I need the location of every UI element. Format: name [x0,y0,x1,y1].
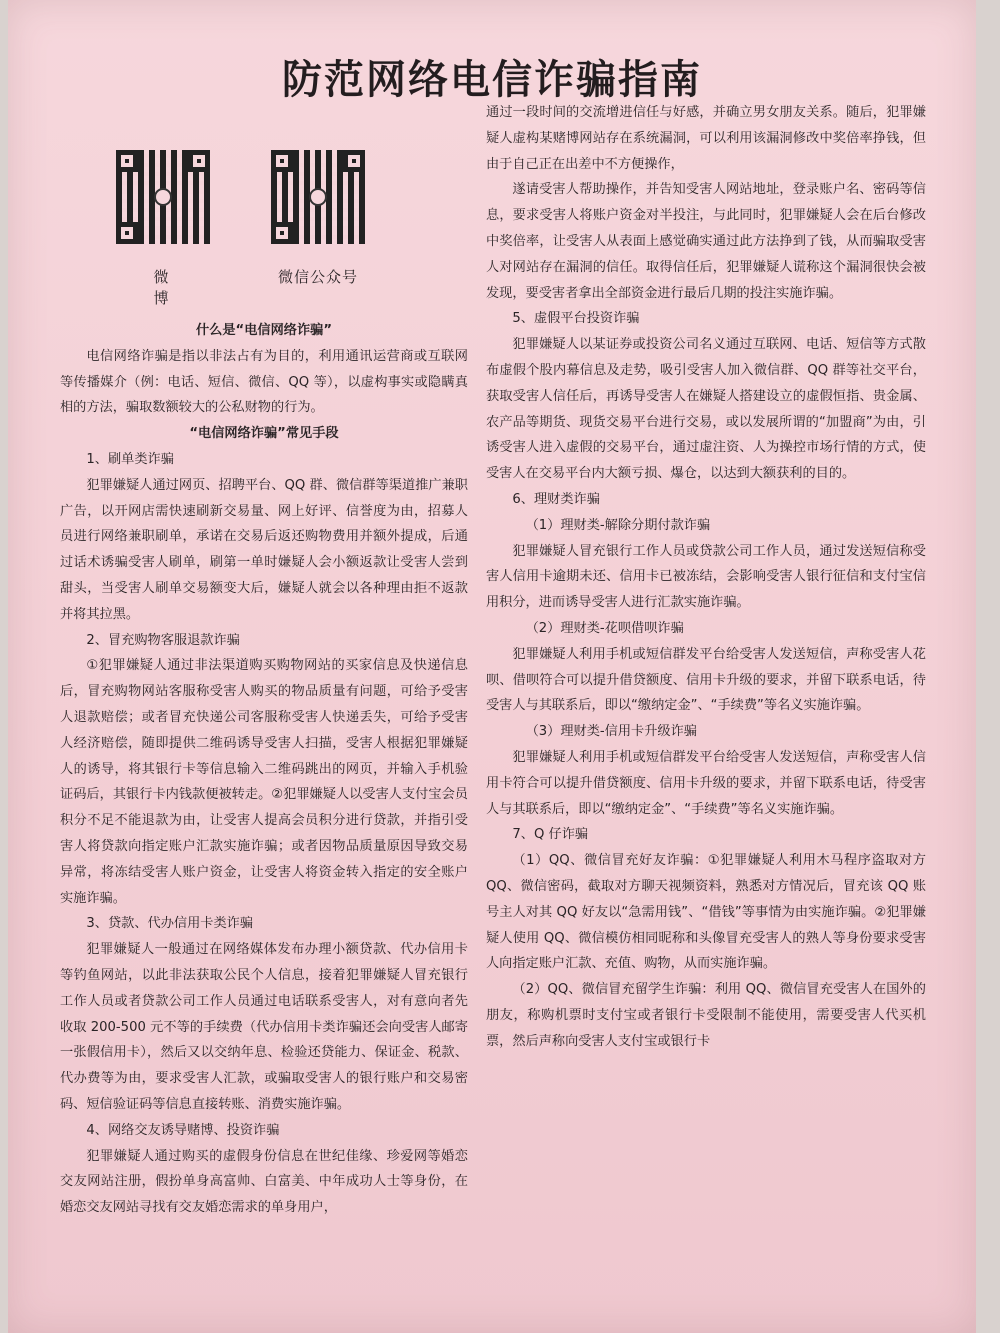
qr-label-weibo: 微 博 [153,268,220,307]
subsection-heading: 4、网络交友诱导赌博、投资诈骗 [86,1122,280,1138]
paragraph: （2）QQ、微信冒充留学生诈骗：利用 QQ、微信冒充受害人在国外的朋友，称购机票时支付宝或者银行卡受限制不能使用，需要受害人代买机票，然后声称向受害人支付宝或银行卡 [486,982,926,1049]
section-heading: “电信网络诈骗”常见手段 [189,426,339,442]
paragraph: 犯罪嫌疑人利用手机或短信群发平台给受害人发送短信，声称受害人花呗、借呗符合可以提升借贷额度、信用卡升级的要求，并留下联系电话，待受害人与其联系后，即以“缴纳定金”、“手续费”等名义实施诈骗。 [486,646,926,714]
paragraph: ①犯罪嫌疑人通过非法渠道购买购物网站的买家信息及快递信息后，冒充购物网站客服称受害人购买的物品质量有问题，可给予受害人退款赔偿；或者冒充快递公司客服称受害人快递丢失，可给予受害人经济赔偿，随即提供二维码诱导受害人扫描，受害人根据犯罪嫌疑人的诱导，将其银行卡等信息输入二维码跳出的网页，并输入手机验证码后，其银行卡内钱款便被转走。②犯罪嫌疑人以受害人支付宝会员积分不足不能退款为由，让受害人提高会员积分进行贷款，并指引受害人将贷款向指定账户汇款实施诈骗；或者因物品质量原因导致交易异常，将冻结受害人账户资金，让受害人将资金转入指定的安全账户实施诈骗。 [60,658,468,906]
subsection-heading: 1、刷单类诈骗 [86,451,174,467]
left-column [60,318,468,1221]
subsection-heading: 7、Q 仔诈骗 [512,827,589,843]
paragraph: 犯罪嫌疑人通过购买的虚假身份信息在世纪佳缘、珍爱网等婚恋交友网站注册，假扮单身高富帅、白富美、中年成功人士等身份，在婚恋交友网站寻找有交友婚恋需求的单身用户， [60,1148,468,1216]
paragraph: 通过一段时间的交流增进信任与好感，并确立男女朋友关系。随后，犯罪嫌疑人虚构某赌博网站存在系统漏洞，可以利用该漏洞修改中奖倍率挣钱，但由于自己正在出差中不方便操作， [486,105,926,172]
document-title: 防范网络电信诈骗指南 [282,56,702,103]
paragraph: 犯罪嫌疑人冒充银行工作人员或贷款公司工作人员，通过发送短信称受害人信用卡逾期未还、信用卡已被冻结，会影响受害人银行征信和支付宝信用积分，进而诱导受害人进行汇款实施诈骗。 [486,543,926,611]
subsection-heading: 5、虚假平台投资诈骗 [512,311,640,327]
paragraph: 犯罪嫌疑人一般通过在网络媒体发布办理小额贷款、代办信用卡等钓鱼网站，以此非法获取公民个人信息，接着犯罪嫌疑人冒充银行工作人员或者贷款公司工作人员通过电话联系受害人，对有意向者先收取 200-500 元不等的手续费（代办信用卡类诈骗还会向受害人邮寄一张假信用卡），然后又以交纳年息、检验还贷能力、保证金、税款、代办费等为由，要求受害人汇款，或骗取受害人的银行账户和交易密码、短信验证码等信息直接转账、消费实施诈骗。 [60,942,468,1112]
paragraph: （1）QQ、微信冒充好友诈骗：①犯罪嫌疑人利用木马程序盗取对方 QQ、微信密码，截取对方聊天视频资料，熟悉对方情况后，冒充该 QQ 账号主人对其 QQ 好友以“急需用钱”、“借钱”等事情为由实施诈骗。②犯罪嫌疑人使用 QQ、微信模仿相同昵称和头像冒充受害人的熟人等身份要求受害人向指定账户汇款、充值、购物，从而实施诈骗。 [486,853,926,972]
subsection-heading: （3）理财类-信用卡升级诈骗 [525,724,697,740]
subsection-heading: 3、贷款、代办信用卡类诈骗 [86,916,254,932]
qr-wechat [258,150,378,287]
subsection-heading: （1）理财类-解除分期付款诈骗 [525,517,711,533]
paragraph: 犯罪嫌疑人以某证券或投资公司名义通过互联网、电话、短信等方式散布虚假个股内幕信息及走势，吸引受害人加入微信群、QQ 群等社交平台，获取受害人信任后，再诱导受害人在嫌疑人搭建设立的虚假恒指、贵金属、农产品等期货、现货交易平台进行交易，或以发展所谓的“加盟商”为由，引诱受害人进入虚假的交易平台，通过虚注资、人为操控市场行情的方式，使受害人在交易平台内大额亏损、爆仓，以达到大额获利的目的。 [486,337,926,482]
section-heading: 什么是“电信网络诈骗” [195,323,333,338]
subsection-heading: 6、理财类诈骗 [512,491,600,507]
qr-code-icon [271,150,365,244]
paragraph: 电信网络诈骗是指以非法占有为目的，利用通讯运营商或互联网等传播媒介（例：电话、短信、微信、QQ 等），以虚构事实或隐瞒真相的方法，骗取数额较大的公私财物的行为。 [60,348,468,416]
right-column [486,100,926,1054]
paragraph: 犯罪嫌疑人通过网页、招聘平台、QQ 群、微信群等渠道推广兼职广告，以开网店需快速刷新交易量、网上好评、信誉度为由，招募人员进行网络兼职刷单，承诺在交易后返还购物费用并额外提成，后通过话术诱骗受害人刷单，刷第一单时嫌疑人会小额返款让受害人尝到甜头，当受害人刷单交易额变大后，嫌疑人就会以各种理由拒不返款并将其拉黑。 [60,477,468,622]
subsection-heading: （2）理财类-花呗借呗诈骗 [525,620,684,636]
qr-label-wechat: 微信公众号 [277,268,358,286]
document-page [8,0,976,1333]
paragraph: 遂请受害人帮助操作，并告知受害人网站地址，登录账户名、密码等信息，要求受害人将账户资金对半投注，与此同时，犯罪嫌疑人会在后台修改中奖倍率，让受害人从表面上感觉确实通过此方法挣到了钱，从而骗取受害人对网站存在漏洞的信任。取得信任后，犯罪嫌疑人谎称这个漏洞很快会被发现，要受害者拿出全部资金进行最后几期的投注实施诈骗。 [486,182,926,301]
qr-weibo [108,150,218,308]
paragraph: 犯罪嫌疑人利用手机或短信群发平台给受害人发送短信，声称受害人信用卡符合可以提升借贷额度、信用卡升级的要求，并留下联系电话，待受害人与其联系后，即以“缴纳定金”、“手续费”等名义实施诈骗。 [486,749,926,817]
qr-code-icon [116,150,210,244]
subsection-heading: 2、冒充购物客服退款诈骗 [86,632,240,648]
